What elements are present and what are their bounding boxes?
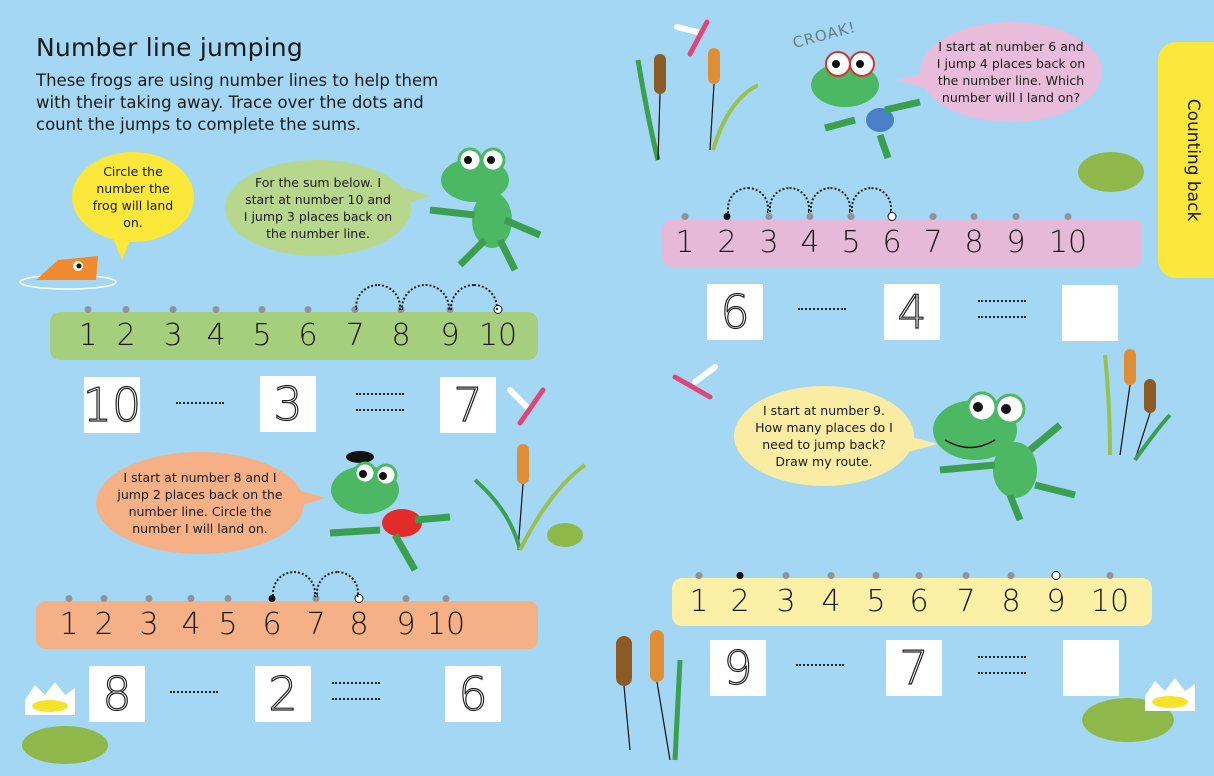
number-4[interactable]: 4 bbox=[181, 607, 201, 642]
number-5[interactable]: 5 bbox=[841, 225, 861, 260]
sum-box-answer[interactable] bbox=[1063, 640, 1119, 696]
frog-illustration-3 bbox=[800, 40, 930, 170]
number-8[interactable]: 8 bbox=[349, 607, 369, 642]
sum-box-start[interactable]: 9 bbox=[710, 640, 766, 696]
number-10[interactable]: 10 bbox=[1048, 225, 1088, 260]
sum-box-start[interactable]: 6 bbox=[707, 284, 763, 340]
dragonfly-icon bbox=[670, 362, 720, 407]
bulrush-illustration-2 bbox=[470, 440, 590, 570]
page-title: Number line jumping bbox=[36, 33, 303, 62]
minus-sign-trace[interactable] bbox=[796, 664, 844, 666]
number-8[interactable]: 8 bbox=[1001, 584, 1021, 619]
number-7[interactable]: 7 bbox=[956, 584, 976, 619]
number-line-2 bbox=[36, 601, 538, 649]
number-10[interactable]: 10 bbox=[1090, 584, 1130, 619]
speech-bubble-exercise2 bbox=[96, 452, 304, 554]
number-1[interactable]: 1 bbox=[78, 318, 98, 353]
water-lily-icon bbox=[20, 680, 80, 724]
frog-illustration-2 bbox=[320, 445, 460, 575]
section-tab-label: Counting back bbox=[1183, 98, 1203, 222]
number-1[interactable]: 1 bbox=[689, 584, 709, 619]
number-6[interactable]: 6 bbox=[262, 607, 282, 642]
bubble-text: Circle the number the frog will land on. bbox=[92, 164, 174, 230]
bubble-text: I start at number 8 and I jump 2 places back on the number line. Circle the number I will land on. bbox=[117, 470, 283, 536]
bubble-text: I start at number 9. How many places do I need to jump back? Draw my route. bbox=[755, 403, 893, 469]
number-8[interactable]: 8 bbox=[964, 225, 984, 260]
number-9[interactable]: 9 bbox=[1006, 225, 1026, 260]
number-7[interactable]: 7 bbox=[345, 318, 365, 353]
sum-box-start[interactable]: 8 bbox=[89, 666, 145, 722]
sum-box-jumps[interactable]: 4 bbox=[884, 284, 940, 340]
minus-sign-trace[interactable] bbox=[176, 402, 224, 404]
number-5[interactable]: 5 bbox=[218, 607, 238, 642]
dragonfly-icon bbox=[672, 12, 717, 57]
number-line-3 bbox=[662, 219, 1142, 267]
number-3[interactable]: 3 bbox=[163, 318, 183, 353]
minus-sign-trace[interactable] bbox=[798, 308, 846, 310]
number-1[interactable]: 1 bbox=[675, 225, 695, 260]
number-3[interactable]: 3 bbox=[759, 225, 779, 260]
sum-box-answer[interactable] bbox=[1062, 285, 1118, 341]
number-2[interactable]: 2 bbox=[116, 318, 136, 353]
number-2[interactable]: 2 bbox=[730, 584, 750, 619]
number-3[interactable]: 3 bbox=[776, 584, 796, 619]
lily-pad-icon bbox=[1076, 150, 1146, 194]
bubble-text: I start at number 6 and I jump 4 places back on the number line. Which number will I land on? bbox=[936, 39, 1086, 105]
equals-sign-trace[interactable] bbox=[332, 682, 380, 700]
speech-bubble-exercise4 bbox=[734, 386, 914, 486]
equals-sign-trace[interactable] bbox=[356, 393, 404, 411]
equals-sign-trace[interactable] bbox=[978, 656, 1026, 674]
bubble-text: For the sum below. I start at number 10 and I jump 3 places back on the number line. bbox=[243, 175, 393, 241]
number-1[interactable]: 1 bbox=[59, 607, 79, 642]
bulrush-illustration-1 bbox=[628, 40, 758, 170]
sum-box-answer[interactable]: 6 bbox=[445, 666, 501, 722]
frog-illustration-4 bbox=[920, 385, 1090, 535]
number-3[interactable]: 3 bbox=[139, 607, 159, 642]
number-6[interactable]: 6 bbox=[298, 318, 318, 353]
speech-bubble-exercise1 bbox=[225, 160, 411, 256]
fish-illustration bbox=[18, 250, 118, 290]
section-tab bbox=[1158, 42, 1214, 278]
number-5[interactable]: 5 bbox=[866, 584, 886, 619]
equals-sign-trace[interactable] bbox=[978, 300, 1026, 318]
number-4[interactable]: 4 bbox=[800, 225, 820, 260]
sum-box-answer[interactable]: 7 bbox=[440, 377, 496, 433]
speech-bubble-instruction bbox=[72, 152, 194, 242]
number-line-4 bbox=[672, 578, 1152, 626]
number-7[interactable]: 7 bbox=[923, 225, 943, 260]
dragonfly-icon bbox=[505, 385, 550, 430]
number-7[interactable]: 7 bbox=[306, 607, 326, 642]
number-line-1 bbox=[50, 312, 538, 360]
water-lily-icon bbox=[1140, 676, 1202, 720]
speech-bubble-exercise3 bbox=[920, 22, 1102, 122]
sum-box-jumps[interactable]: 7 bbox=[886, 640, 942, 696]
number-4[interactable]: 4 bbox=[206, 318, 226, 353]
number-9[interactable]: 9 bbox=[1046, 584, 1066, 619]
number-2[interactable]: 2 bbox=[717, 225, 737, 260]
croak-text: CROAK! bbox=[790, 17, 858, 53]
number-6[interactable]: 6 bbox=[909, 584, 929, 619]
number-4[interactable]: 4 bbox=[821, 584, 841, 619]
number-2[interactable]: 2 bbox=[94, 607, 114, 642]
bulrush-illustration-3 bbox=[1090, 345, 1190, 475]
number-10[interactable]: 10 bbox=[478, 318, 518, 353]
intro-text: These frogs are using number lines to help them with their taking away. Trace over the dots and count the jumps to complete the sums. bbox=[36, 71, 439, 134]
number-9[interactable]: 9 bbox=[396, 607, 416, 642]
number-9[interactable]: 9 bbox=[440, 318, 460, 353]
number-6[interactable]: 6 bbox=[882, 225, 902, 260]
number-5[interactable]: 5 bbox=[252, 318, 272, 353]
number-8[interactable]: 8 bbox=[391, 318, 411, 353]
number-10[interactable]: 10 bbox=[426, 607, 466, 642]
sum-box-jumps[interactable]: 2 bbox=[255, 666, 311, 722]
minus-sign-trace[interactable] bbox=[170, 691, 218, 693]
sum-box-jumps[interactable]: 3 bbox=[260, 376, 316, 432]
sum-box-start[interactable]: 10 bbox=[82, 378, 142, 432]
lily-pad-icon bbox=[20, 724, 110, 766]
bulrush-illustration-4 bbox=[610, 630, 710, 770]
frog-illustration-1 bbox=[420, 140, 550, 280]
